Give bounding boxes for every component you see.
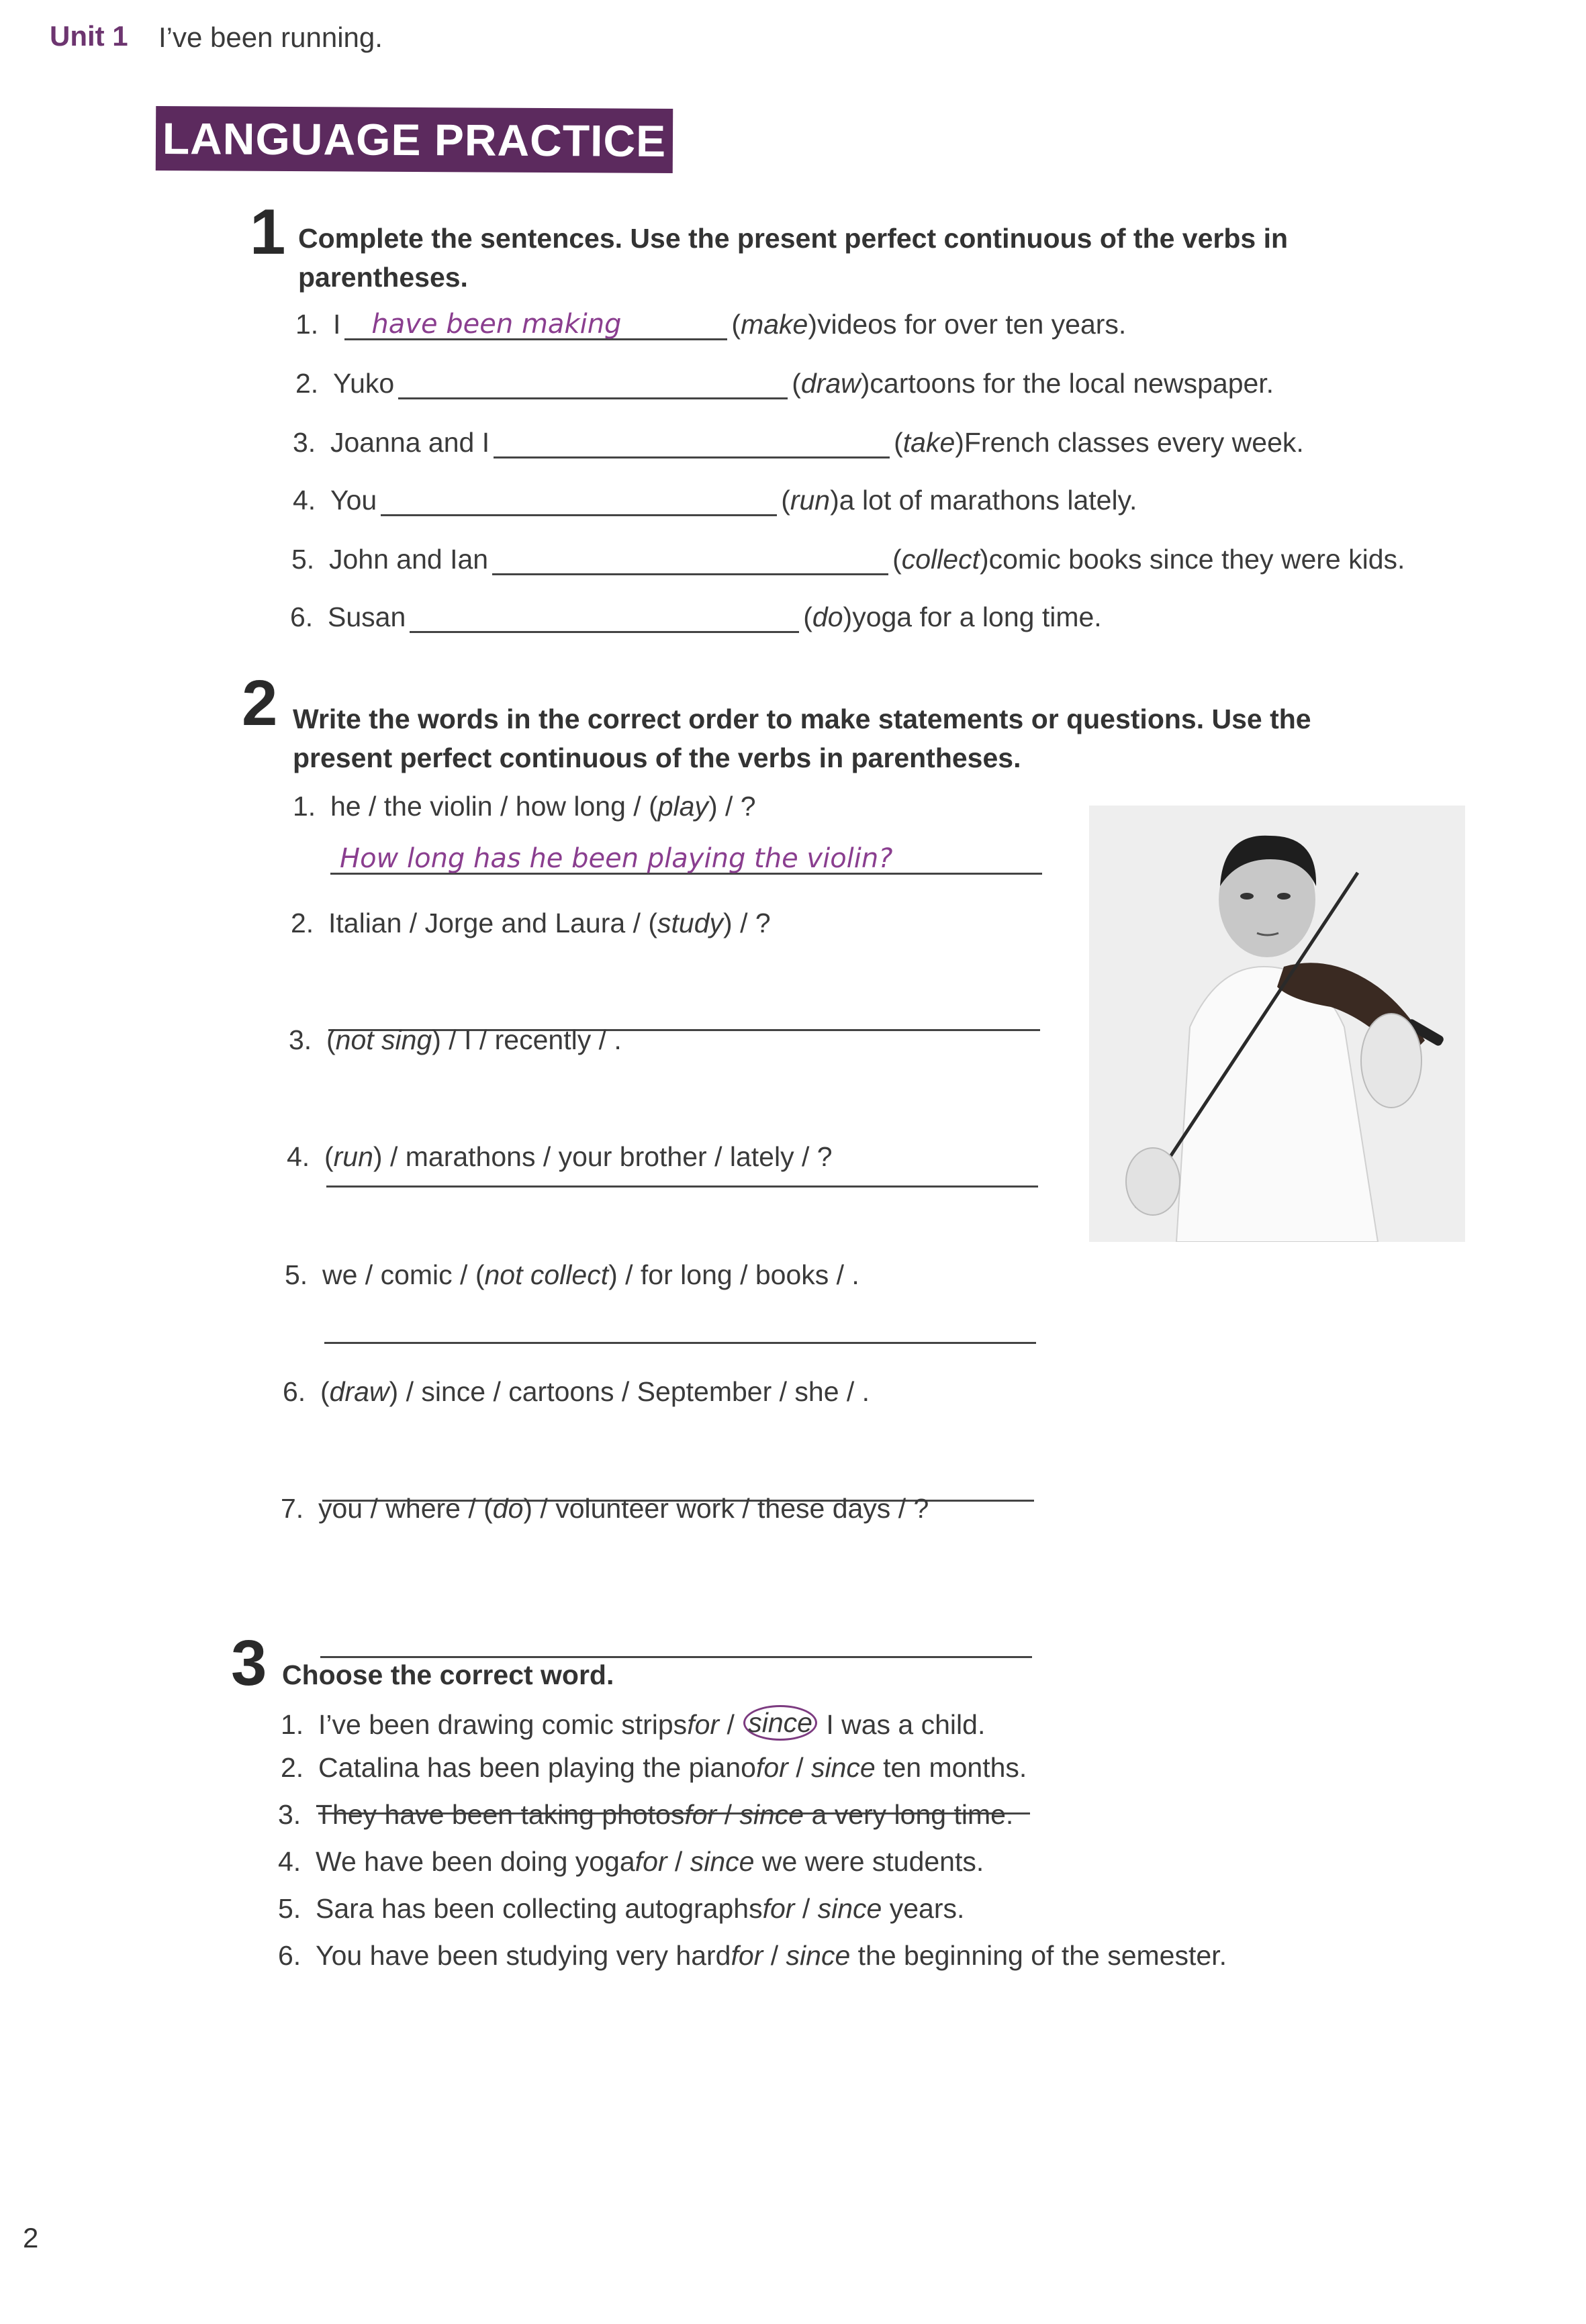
item-number: 1. <box>281 1709 304 1740</box>
verb-hint: study <box>657 908 724 938</box>
exercise-1-number: 1 <box>250 196 286 268</box>
option-since[interactable]: since <box>786 1940 851 1971</box>
item-number: 6. <box>283 1376 306 1407</box>
answer-blank[interactable] <box>344 309 727 340</box>
item-subject: You <box>330 485 377 516</box>
option-separator: / <box>788 1752 811 1783</box>
exercise-3-number: 3 <box>231 1627 267 1699</box>
exercise-2-item <box>285 1259 859 1291</box>
item-rest: cartoons for the local newspaper. <box>870 368 1274 399</box>
option-for[interactable]: for <box>635 1846 667 1877</box>
exercise-3-item <box>278 1940 1227 1972</box>
option-since[interactable]: since <box>810 1752 876 1783</box>
exercise-3-item <box>281 1752 1027 1784</box>
item-prompt-end: ) / ? <box>708 791 756 822</box>
option-since[interactable]: since <box>743 1705 817 1741</box>
sentence-end: the beginning of the semester. <box>850 1940 1227 1971</box>
exercise-1-item: 6. Susan ( do ) yoga for a long time. <box>290 601 1102 632</box>
exercise-1-item: 1. I have been making ( make ) videos for over ten years. <box>295 309 1127 340</box>
page-number: 2 <box>23 2222 39 2254</box>
sentence-start: I’ve been drawing comic strips <box>318 1709 688 1740</box>
exercise-1-item: 5. John and Ian ( collect ) comic books since they were kids. <box>291 544 1405 575</box>
answer-line[interactable] <box>330 835 1042 875</box>
verb-hint: play <box>657 791 708 822</box>
item-prompt-end: ) / ? <box>723 908 771 938</box>
sentence-start: They have been taking photos <box>316 1799 685 1830</box>
item-subject: John and Ian <box>329 544 489 575</box>
option-for[interactable]: for <box>762 1893 795 1924</box>
item-prompt-start: he / the violin / how long / ( <box>330 791 658 822</box>
item-prompt-end: ) / marathons / your brother / lately / ? <box>373 1141 833 1172</box>
exercise-1-instruction: Complete the sentences. Use the present perfect continuous of the verbs in parentheses. <box>298 223 1289 293</box>
item-number: 2. <box>291 908 314 938</box>
verb-hint: not collect <box>484 1259 609 1290</box>
section-banner <box>156 106 673 173</box>
sentence-end: a very long time. <box>804 1799 1014 1830</box>
item-number: 6. <box>290 601 314 632</box>
exercise-3-item <box>281 1705 985 1741</box>
item-number: 5. <box>285 1259 308 1290</box>
item-number: 4. <box>293 485 316 516</box>
answer-line[interactable] <box>320 1618 1032 1658</box>
verb-hint: do <box>812 601 843 632</box>
option-for[interactable]: for <box>731 1940 763 1971</box>
verb-hint: run <box>790 485 831 516</box>
item-rest: yoga for a long time. <box>852 601 1102 632</box>
handwritten-answer: have been making <box>371 309 622 340</box>
item-rest: a lot of marathons lately. <box>839 485 1137 516</box>
item-subject: Susan <box>328 601 406 632</box>
item-prompt-start: we / comic / ( <box>322 1259 485 1290</box>
option-since[interactable]: since <box>739 1799 804 1830</box>
sentence-start: Sara has been collecting autographs <box>316 1893 763 1924</box>
item-prompt-end: ) / volunteer work / these days / ? <box>523 1493 929 1524</box>
item-subject: I <box>333 309 341 340</box>
option-for[interactable]: for <box>755 1752 788 1783</box>
item-rest: comic books since they were kids. <box>988 544 1405 575</box>
sentence-start: Catalina has been playing the piano <box>318 1752 756 1783</box>
exercise-2-item <box>291 908 771 939</box>
item-prompt-start: ( <box>324 1141 334 1172</box>
exercise-3-instruction: Choose the correct word. <box>282 1659 614 1690</box>
verb-hint: draw <box>329 1376 389 1407</box>
exercise-2-item <box>289 1024 622 1056</box>
verb-hint: make <box>741 309 808 340</box>
exercise-2-instruction: Write the words in the correct order to make statements or questions. Use the present perfect continuous of the verbs in parentheses. <box>293 704 1311 773</box>
item-number: 3. <box>293 427 316 458</box>
option-separator: / <box>719 1709 743 1740</box>
option-for[interactable]: for <box>687 1709 720 1740</box>
verb-hint: not sing <box>335 1024 432 1055</box>
exercise-1-item: 4. You ( run ) a lot of marathons lately. <box>293 485 1137 516</box>
option-separator: / <box>794 1893 818 1924</box>
unit-label: Unit 1 <box>50 20 128 52</box>
option-since[interactable]: since <box>690 1846 755 1877</box>
violinist-photo <box>1089 806 1465 1242</box>
violinist-illustration <box>1089 806 1465 1242</box>
option-separator: / <box>763 1940 786 1971</box>
verb-hint: take <box>902 427 955 458</box>
item-prompt-end: ) / for long / books / . <box>608 1259 859 1290</box>
answer-blank[interactable] <box>494 434 890 458</box>
exercise-1-item: 2. Yuko ( draw ) cartoons for the local newspaper. <box>295 368 1274 399</box>
item-number: 4. <box>278 1846 301 1877</box>
item-number: 1. <box>295 309 319 340</box>
item-subject: Joanna and I <box>330 427 490 458</box>
item-number: 1. <box>293 791 316 822</box>
item-prompt-end: ) / I / recently / . <box>432 1024 622 1055</box>
answer-line[interactable] <box>324 1304 1036 1344</box>
section-banner-text: LANGUAGE PRACTICE <box>162 113 667 166</box>
exercise-2-item <box>281 1493 929 1524</box>
item-number: 6. <box>278 1940 301 1971</box>
sentence-end: ten months. <box>875 1752 1027 1783</box>
unit-title: I’ve been running. <box>158 21 383 53</box>
answer-blank[interactable] <box>410 608 799 633</box>
item-rest: French classes every week. <box>964 427 1304 458</box>
item-number: 3. <box>278 1799 301 1830</box>
item-number: 5. <box>291 544 315 575</box>
item-subject: Yuko <box>333 368 395 399</box>
exercise-3-item <box>278 1893 964 1925</box>
verb-hint: draw <box>800 368 861 399</box>
sentence-end: we were students. <box>754 1846 984 1877</box>
exercise-3-item <box>278 1799 1013 1831</box>
item-number: 2. <box>281 1752 304 1783</box>
sentence-start: You have been studying very hard <box>316 1940 731 1971</box>
exercise-2-item <box>293 791 756 822</box>
item-prompt-end: ) / since / cartoons / September / she / . <box>389 1376 870 1407</box>
exercise-2-item <box>287 1141 833 1173</box>
item-number: 7. <box>281 1493 304 1524</box>
verb-hint: collect <box>901 544 980 575</box>
sentence-end: I was a child. <box>818 1709 986 1740</box>
exercise-3-item <box>278 1846 984 1878</box>
verb-hint: run <box>333 1141 373 1172</box>
answer-blank[interactable] <box>398 375 788 399</box>
exercise-1-item: 3. Joanna and I ( take ) French classes every week. <box>293 427 1304 458</box>
answer-blank[interactable] <box>492 550 888 575</box>
answer-blank[interactable] <box>381 491 777 516</box>
item-prompt-start: ( <box>326 1024 336 1055</box>
exercise-2-item <box>283 1376 870 1408</box>
item-prompt-start: you / where / ( <box>318 1493 493 1524</box>
option-since[interactable]: since <box>817 1893 882 1924</box>
sentence-start: We have been doing yoga <box>316 1846 635 1877</box>
item-prompt-start: ( <box>320 1376 330 1407</box>
option-for[interactable]: for <box>684 1799 717 1830</box>
item-number: 5. <box>278 1893 301 1924</box>
option-separator: / <box>716 1799 740 1830</box>
item-number: 3. <box>289 1024 312 1055</box>
exercise-2-number: 2 <box>242 667 278 739</box>
sentence-end: years. <box>882 1893 965 1924</box>
verb-hint: do <box>492 1493 524 1524</box>
item-rest: videos for over ten years. <box>817 309 1127 340</box>
item-number: 4. <box>287 1141 310 1172</box>
item-number: 2. <box>295 368 319 399</box>
item-prompt-start: Italian / Jorge and Laura / ( <box>328 908 658 938</box>
handwritten-answer: How long has he been playing the violin? <box>340 843 893 874</box>
option-separator: / <box>667 1846 690 1877</box>
